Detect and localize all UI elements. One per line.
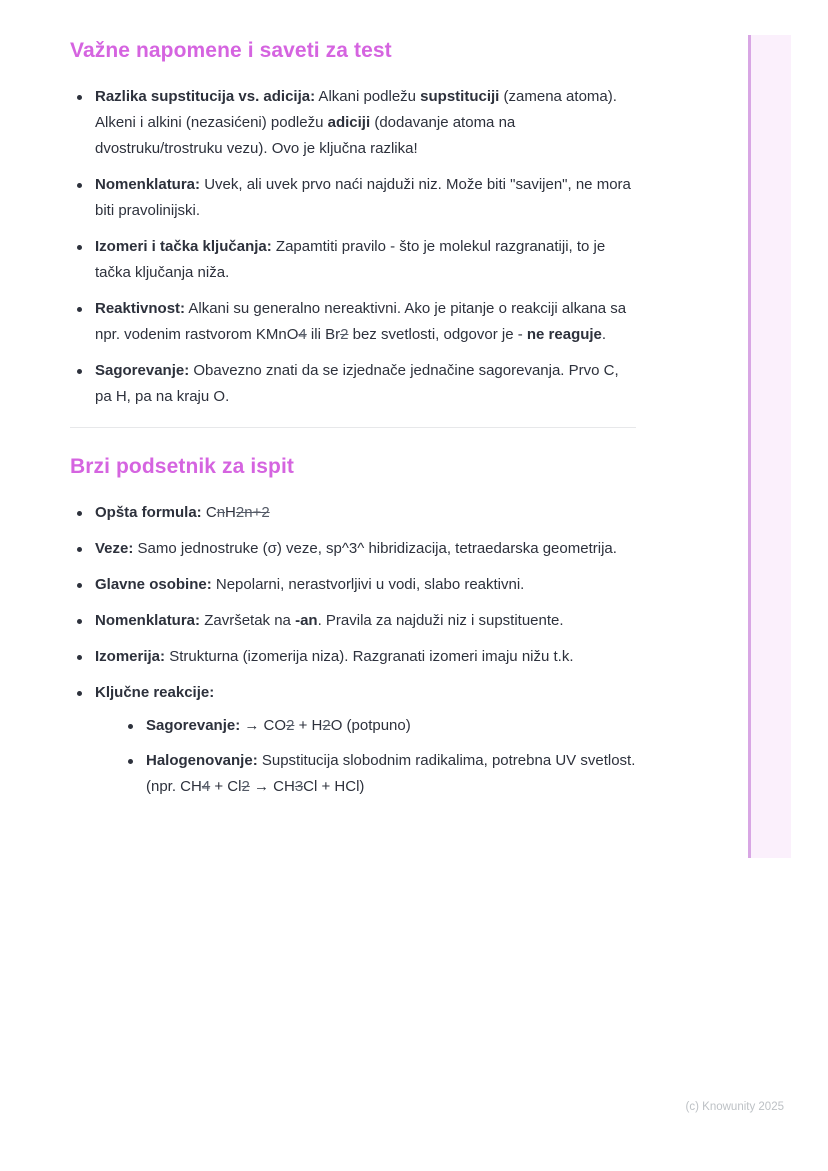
text-segment: H <box>225 504 236 521</box>
sub-list-item <box>121 748 636 800</box>
text-segment: Zapamtiti pravilo - što je molekul razgranatiji, to je tačka ključanja niža. <box>95 238 606 281</box>
text-segment: Sagorevanje: <box>95 362 190 379</box>
list-item <box>70 172 636 224</box>
text-segment: Cl + HCl) <box>303 778 365 795</box>
text-segment: Obavezno znati da se izjednače jednačine sagorevanja. Prvo C, pa H, pa na kraju O. <box>95 362 619 405</box>
text-segment: Supstitucija slobodnim radikalima, potrebna UV svetlost. (npr. CH <box>146 752 636 795</box>
text-segment: ne reaguje <box>526 326 602 343</box>
page-margin-highlight-bar <box>748 35 791 858</box>
text-segment: Nomenklatura: <box>95 612 201 629</box>
text-segment: ili Br <box>306 326 341 343</box>
text-segment: Nepolarni, nerastvorljivi u vodi, slabo reaktivni. <box>211 576 525 593</box>
text-segment: 2 <box>241 778 250 795</box>
text-segment: Reaktivnost: <box>95 300 186 317</box>
list-item <box>70 296 636 348</box>
text-segment: 4 <box>298 326 307 343</box>
text-segment: bez svetlosti, odgovor je - <box>348 326 527 343</box>
text-segment: Završetak na <box>200 612 296 629</box>
text-segment: 3 <box>294 778 304 795</box>
text-segment: → CO <box>240 717 287 734</box>
text-segment: Halogenovanje: <box>146 752 258 769</box>
text-segment: Veze: <box>95 540 134 557</box>
text-segment: Sagorevanje: <box>146 717 241 734</box>
sub-list <box>95 713 636 800</box>
text-segment: Izomerija: <box>95 648 166 665</box>
text-segment: Razlika supstitucija vs. adicija: <box>95 88 316 105</box>
list-item <box>70 536 636 562</box>
text-segment: Ključne reakcije: <box>95 684 215 701</box>
reminder-bullet-list <box>70 500 636 800</box>
text-segment: Izomeri i tačka ključanja: <box>95 238 272 255</box>
text-segment: Uvek, ali uvek prvo naći najduži niz. Može biti "savijen", ne mora biti pravolinijski. <box>95 176 631 219</box>
section-heading-reminder: Brzi podsetnik za ispit <box>70 455 294 478</box>
text-segment: + H <box>294 717 323 734</box>
text-segment: . Pravila za najduži niz i supstituente. <box>317 612 564 629</box>
text-segment: n <box>216 504 226 521</box>
text-segment: C <box>201 504 217 521</box>
section-divider <box>70 427 636 428</box>
document-content <box>70 38 636 810</box>
list-item <box>70 500 636 526</box>
text-segment: → CH <box>249 778 295 795</box>
text-segment: 2 <box>322 717 331 734</box>
text-segment: 2n+2 <box>235 504 270 521</box>
text-segment: + Cl <box>210 778 242 795</box>
text-segment: Glavne osobine: <box>95 576 212 593</box>
text-segment: Alkani podležu <box>315 88 421 105</box>
text-segment: adiciji <box>327 114 371 131</box>
text-segment: 2 <box>340 326 349 343</box>
text-segment: -an <box>295 612 318 629</box>
section-heading-notes: Važne napomene i saveti za test <box>70 39 392 62</box>
section-notes <box>70 38 636 410</box>
text-segment: Samo jednostruke (σ) veze, sp^3^ hibridizacija, tetraedarska geometrija. <box>133 540 617 557</box>
text-segment: . <box>601 326 607 343</box>
text-segment: (zamena atoma). Alkeni i alkini (nezasićeni) podležu <box>95 88 617 131</box>
text-segment: Opšta formula: <box>95 504 202 521</box>
text-segment: 2 <box>286 717 295 734</box>
list-item <box>70 572 636 598</box>
text-segment: supstituciji <box>420 88 500 105</box>
list-item <box>70 608 636 634</box>
section-reminder <box>70 454 636 800</box>
list-item <box>70 358 636 410</box>
notes-bullet-list <box>70 84 636 410</box>
text-segment: O (potpuno) <box>330 717 411 734</box>
text-segment: Alkani su generalno nereaktivni. Ako je pitanje o reakciji alkana sa npr. vodenim rastvorom KMnO <box>95 300 627 343</box>
list-item <box>70 84 636 162</box>
text-segment: 4 <box>201 778 211 795</box>
list-item <box>70 680 636 800</box>
sub-list-item <box>121 713 636 739</box>
list-item <box>70 234 636 286</box>
text-segment: Strukturna (izomerija niza). Razgranati izomeri imaju nižu t.k. <box>165 648 574 665</box>
copyright-notice: (c) Knowunity 2025 <box>685 1101 784 1113</box>
list-item <box>70 644 636 670</box>
text-segment: Nomenklatura: <box>95 176 201 193</box>
text-segment: (dodavanje atoma na dvostruku/trostruku vezu). Ovo je ključna razlika! <box>95 114 516 157</box>
